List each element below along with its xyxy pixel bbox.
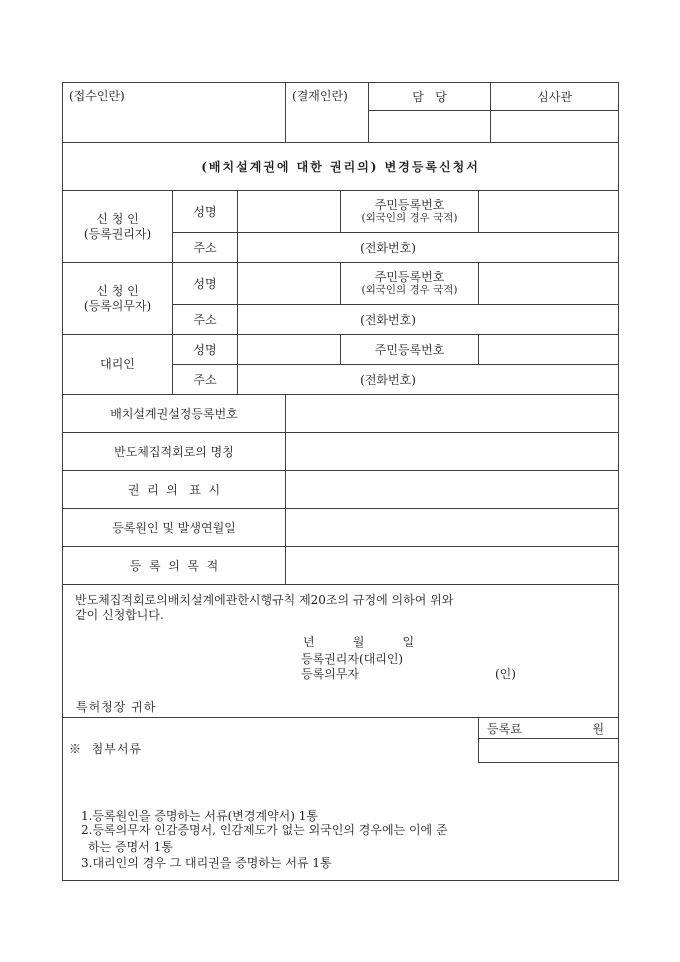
field-label-purpose: 등 록 의 목 적 [63, 547, 286, 585]
field-value-registration-number [286, 395, 619, 433]
applicant2-id-value [479, 263, 619, 305]
examiner-header: 심사관 [491, 83, 619, 111]
attachments-label: ※ 첨부서류 [69, 742, 142, 756]
agent-phone-label: (전화번호) [238, 365, 619, 395]
field-label-circuit-name: 반도체집적회로의 명칭 [63, 433, 286, 471]
applicant1-id-label-cell [341, 191, 479, 233]
manager-empty-cell [369, 111, 491, 143]
fee-unit: 원 [592, 721, 605, 736]
attachment-item-2: 2.등록의무자 인감증명서, 인감제도가 없는 외국인의 경우에는 이에 준 [81, 823, 448, 837]
applicant1-id-sublabel: (외국인의 경우 국적) [361, 212, 458, 225]
applicant1-name-value [238, 191, 341, 233]
receipt-stamp-cell [63, 83, 286, 143]
declaration-section [63, 585, 619, 718]
agent-name-label: 성명 [173, 335, 238, 365]
examiner-empty-cell [491, 111, 619, 143]
fee-box [478, 718, 618, 763]
applicant1-id-label: 주민등록번호 [374, 197, 445, 212]
date-line: 년 월 일 [303, 635, 415, 649]
fee-value-cell [478, 739, 618, 763]
field-label-right-indication: 권 리 의 표 시 [63, 471, 286, 509]
seal-mark: (인) [495, 667, 516, 681]
applicant1-address-label: 주소 [173, 233, 238, 263]
attachments-list [81, 809, 448, 870]
applicant1-group-subtext: (등록권리자) [83, 226, 152, 241]
declaration-line2: 같이 신청합니다. [75, 608, 164, 622]
attachment-item-2-cont: 하는 증명서 1통 [88, 840, 173, 854]
signature-obligor: 등록의무자 [301, 667, 359, 681]
signature-rightholder: 등록권리자(대리인) [301, 652, 404, 666]
applicant2-group-label [63, 263, 173, 335]
agent-address-label: 주소 [173, 365, 238, 395]
applicant2-id-label-cell [341, 263, 479, 305]
declaration-text [75, 593, 595, 623]
applicant1-group-label [63, 191, 173, 263]
applicant2-name-value [238, 263, 341, 305]
agent-name-value [238, 335, 341, 365]
form-title: (배치설계권에 대한 권리의) 변경등록신청서 [63, 143, 619, 191]
applicant2-address-label: 주소 [173, 305, 238, 335]
applicant2-id-label: 주민등록번호 [374, 269, 445, 284]
attachment-item-1: 1.등록원인을 증명하는 서류(변경계약서) 1통 [81, 809, 318, 823]
applicant2-group-text: 신 청 인 [96, 283, 139, 298]
agent-id-label: 주민등록번호 [341, 335, 479, 365]
application-form-table [62, 82, 619, 881]
field-label-cause-date: 등록원인 및 발생연월일 [63, 509, 286, 547]
fee-row [478, 718, 618, 739]
applicant2-id-sublabel: (외국인의 경우 국적) [361, 284, 458, 297]
field-value-circuit-name [286, 433, 619, 471]
agent-id-value [479, 335, 619, 365]
field-value-purpose [286, 547, 619, 585]
applicant1-id-value [479, 191, 619, 233]
declaration-line1: 반도체집적회로의배치설계에관한시행규칙 제20조의 규정에 의하여 위와 [75, 593, 454, 607]
applicant2-name-label: 성명 [173, 263, 238, 305]
approval-stamp-cell [286, 83, 369, 143]
field-value-cause-date [286, 509, 619, 547]
manager-header: 담 당 [369, 83, 491, 111]
field-value-right-indication [286, 471, 619, 509]
agent-group-label [63, 335, 173, 395]
fee-label: 등록료 [487, 721, 522, 736]
applicant1-name-label: 성명 [173, 191, 238, 233]
applicant2-phone-label: (전화번호) [238, 305, 619, 335]
attachment-item-3: 3.대리인의 경우 그 대리권을 증명하는 서류 1통 [81, 856, 332, 870]
attachments-section [63, 718, 619, 881]
approval-stamp-label: (결재인란) [292, 89, 348, 103]
field-label-registration-number: 배치설계권설정등록번호 [63, 395, 286, 433]
addressee: 특허청장 귀하 [76, 700, 157, 714]
applicant2-group-subtext: (등록의무자) [83, 298, 152, 313]
applicant1-group-text: 신 청 인 [96, 211, 139, 226]
applicant1-phone-label: (전화번호) [238, 233, 619, 263]
agent-group-text: 대리인 [100, 357, 135, 371]
receipt-stamp-label: (접수인란) [69, 89, 125, 103]
